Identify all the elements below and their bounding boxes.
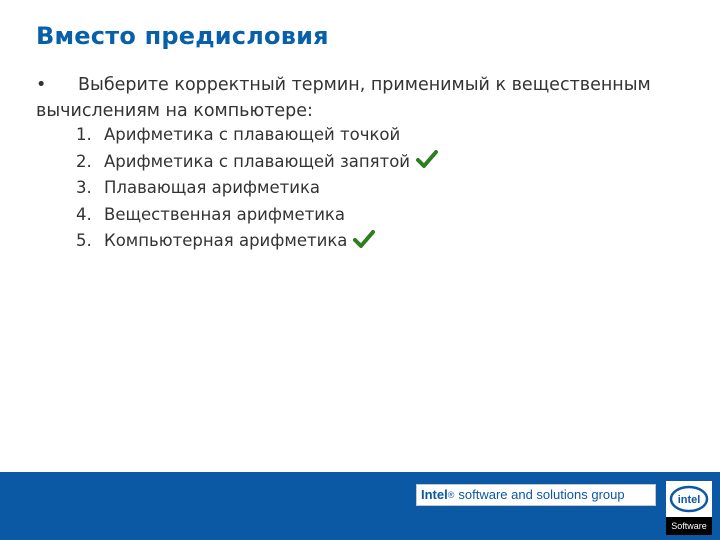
- option-number: 4.: [76, 204, 92, 224]
- option-text: Плавающая арифметика: [104, 178, 321, 197]
- bullet-marker: •: [36, 75, 47, 95]
- badge-brand: Intel: [421, 487, 448, 502]
- bullet-text: Выберите корректный термин, применимый к вещественным вычислениям на компьютере:: [36, 75, 651, 121]
- intel-software-badge: [416, 484, 656, 506]
- footer-bar: [0, 472, 720, 540]
- option-number: 1.: [76, 125, 92, 144]
- logo-subtitle: Software: [666, 517, 712, 535]
- bullet-paragraph: [36, 72, 676, 124]
- logo-text: intel: [677, 494, 701, 506]
- slide-title: Вместо предисловия: [36, 22, 329, 50]
- registered-mark: ®: [447, 490, 455, 500]
- option-number: 5.: [76, 231, 92, 250]
- option-text: Вещественная арифметика: [104, 204, 346, 224]
- option-item-1: [76, 122, 438, 149]
- checkmark-icon: [416, 150, 438, 168]
- option-number: 2.: [76, 151, 92, 171]
- intel-software-logo: [666, 481, 712, 535]
- option-item-3: [76, 175, 438, 202]
- option-text: Арифметика с плавающей запятой: [104, 151, 411, 171]
- option-number: 3.: [76, 178, 92, 197]
- option-item-2: [76, 149, 438, 176]
- options-list: [76, 122, 438, 255]
- checkmark-icon: [353, 230, 375, 248]
- intel-logo-icon: [666, 481, 712, 517]
- badge-text: software and solutions group: [458, 487, 625, 502]
- option-text: Компьютерная арифметика: [104, 231, 348, 250]
- option-text: Арифметика с плавающей точкой: [104, 125, 401, 144]
- option-item-4: [76, 202, 438, 229]
- option-item-5: [76, 228, 438, 255]
